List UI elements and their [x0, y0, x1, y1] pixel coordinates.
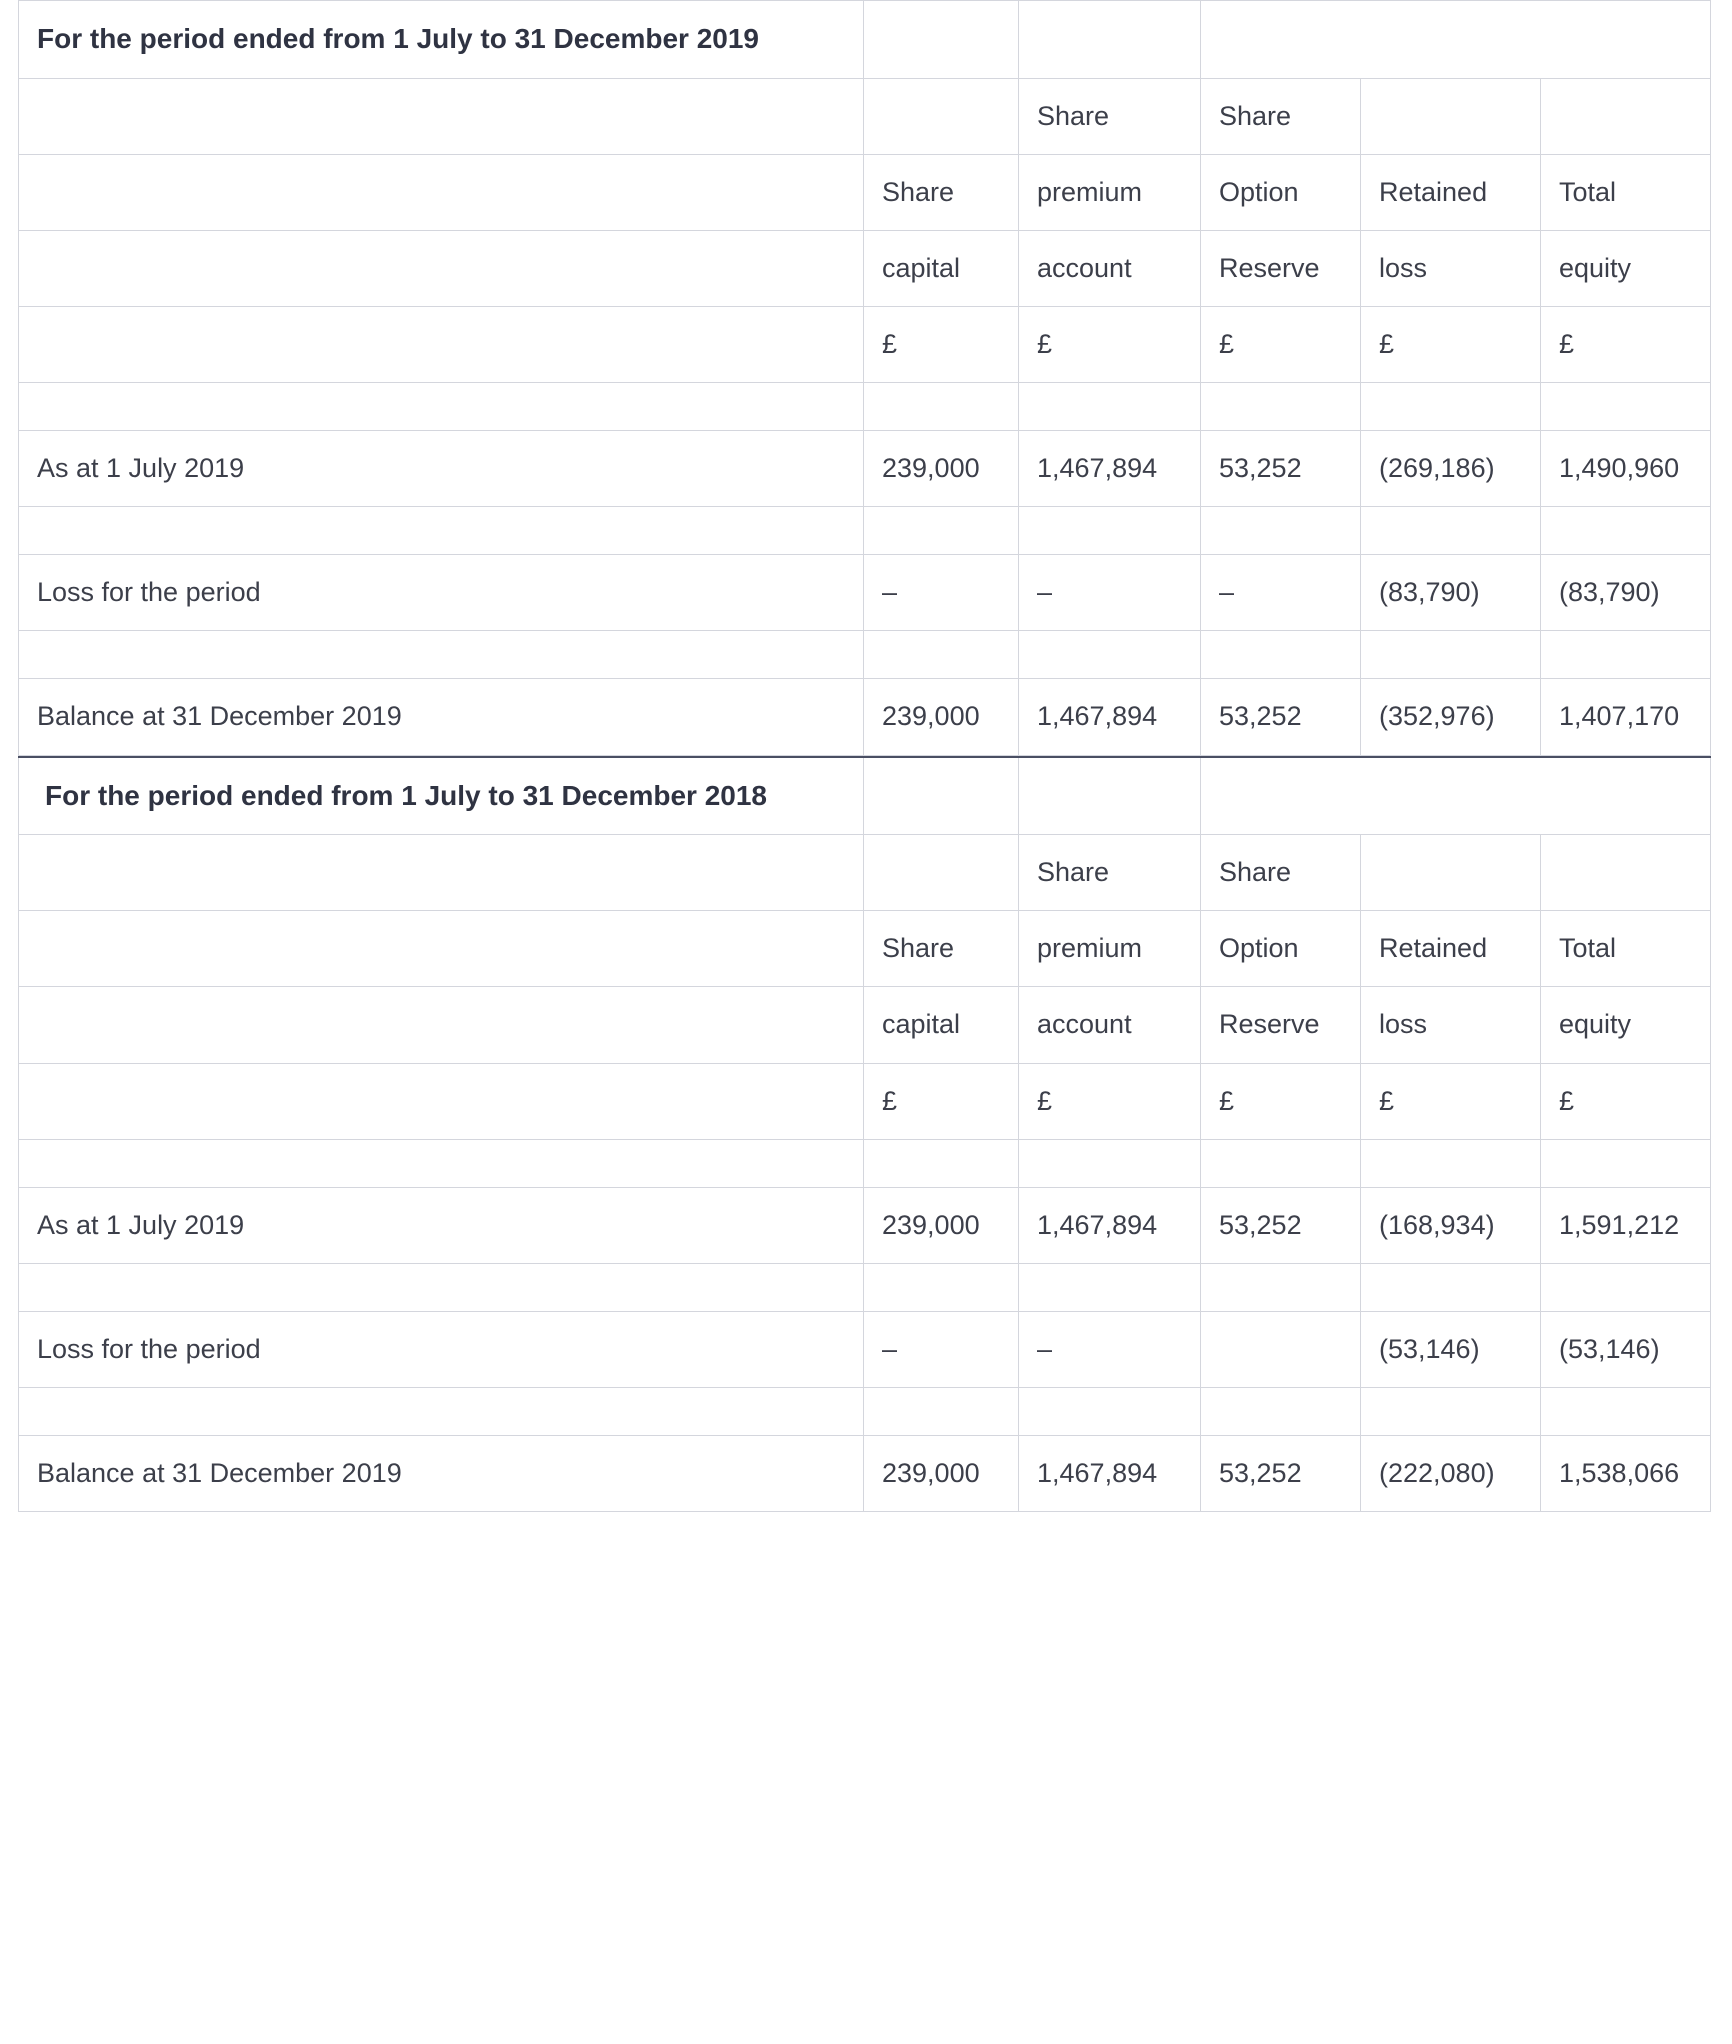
header-cell	[19, 835, 864, 911]
header-cell	[19, 230, 864, 306]
row-value	[1361, 1139, 1541, 1187]
row-value	[864, 507, 1019, 555]
currency-cell	[19, 1063, 864, 1139]
row-value: 1,538,066	[1541, 1436, 1711, 1512]
table-row	[19, 383, 1711, 431]
section-title-row	[19, 757, 1711, 835]
row-value: 239,000	[864, 1436, 1019, 1512]
table-row	[19, 1311, 1711, 1387]
currency-cell: £	[1541, 307, 1711, 383]
row-value	[864, 383, 1019, 431]
row-value	[1201, 631, 1361, 679]
row-value	[1019, 631, 1201, 679]
row-label	[19, 1388, 864, 1436]
row-label: As at 1 July 2019	[19, 431, 864, 507]
header-cell: account	[1019, 230, 1201, 306]
row-value: 1,467,894	[1019, 1436, 1201, 1512]
row-value: 1,467,894	[1019, 1187, 1201, 1263]
row-value: 1,467,894	[1019, 679, 1201, 755]
row-value	[1361, 507, 1541, 555]
row-label: Loss for the period	[19, 1311, 864, 1387]
row-value	[1201, 1311, 1361, 1387]
row-value	[1541, 1263, 1711, 1311]
row-value	[1201, 1388, 1361, 1436]
row-value	[1019, 383, 1201, 431]
header-row	[19, 911, 1711, 987]
header-cell: equity	[1541, 987, 1711, 1063]
currency-row	[19, 307, 1711, 383]
header-cell: Retained	[1361, 911, 1541, 987]
row-value	[1019, 1388, 1201, 1436]
row-value: (352,976)	[1361, 679, 1541, 755]
table-row	[19, 431, 1711, 507]
table-row-total	[19, 1436, 1711, 1512]
row-value: 1,591,212	[1541, 1187, 1711, 1263]
row-label	[19, 1139, 864, 1187]
title-spacer-cell-1	[864, 1, 1019, 79]
row-value: 239,000	[864, 1187, 1019, 1263]
header-cell: Option	[1201, 154, 1361, 230]
section-title: For the period ended from 1 July to 31 December 2019	[19, 1, 864, 79]
header-cell: Share	[1201, 78, 1361, 154]
table-row-total	[19, 679, 1711, 755]
row-label	[19, 631, 864, 679]
row-label: Balance at 31 December 2019	[19, 679, 864, 755]
row-label	[19, 1263, 864, 1311]
table-row	[19, 1388, 1711, 1436]
header-cell: Share	[864, 911, 1019, 987]
row-label: As at 1 July 2019	[19, 1187, 864, 1263]
row-value: –	[1201, 555, 1361, 631]
row-value	[864, 1263, 1019, 1311]
header-cell: premium	[1019, 911, 1201, 987]
row-value	[864, 1139, 1019, 1187]
header-cell	[1541, 835, 1711, 911]
section-title-row	[19, 1, 1711, 79]
row-value: (83,790)	[1541, 555, 1711, 631]
equity-table-2018	[18, 756, 1711, 1513]
currency-cell: £	[1201, 1063, 1361, 1139]
row-value	[864, 1388, 1019, 1436]
table-row	[19, 1187, 1711, 1263]
row-value	[864, 631, 1019, 679]
row-label: Balance at 31 December 2019	[19, 1436, 864, 1512]
row-value	[1361, 1263, 1541, 1311]
row-value	[1201, 1139, 1361, 1187]
header-cell: Share	[1019, 835, 1201, 911]
table-row	[19, 507, 1711, 555]
header-cell: Option	[1201, 911, 1361, 987]
row-value	[1361, 383, 1541, 431]
equity-table-2019	[18, 0, 1711, 756]
header-row	[19, 835, 1711, 911]
currency-cell: £	[1361, 1063, 1541, 1139]
header-row	[19, 154, 1711, 230]
row-value: –	[864, 555, 1019, 631]
row-value: 1,407,170	[1541, 679, 1711, 755]
header-cell	[19, 78, 864, 154]
row-value: (83,790)	[1361, 555, 1541, 631]
row-value	[1201, 1263, 1361, 1311]
header-cell	[1361, 78, 1541, 154]
row-value	[1541, 1139, 1711, 1187]
section-title: For the period ended from 1 July to 31 December 2018	[19, 757, 864, 835]
header-cell: Share	[1201, 835, 1361, 911]
row-label	[19, 383, 864, 431]
row-label: Loss for the period	[19, 555, 864, 631]
row-value	[1019, 1139, 1201, 1187]
header-cell: capital	[864, 230, 1019, 306]
currency-cell: £	[864, 1063, 1019, 1139]
row-value: (53,146)	[1541, 1311, 1711, 1387]
header-row	[19, 987, 1711, 1063]
row-value: 1,467,894	[1019, 431, 1201, 507]
row-value: (222,080)	[1361, 1436, 1541, 1512]
header-cell: capital	[864, 987, 1019, 1063]
title-spacer-cell-2	[1019, 757, 1201, 835]
row-value: –	[1019, 1311, 1201, 1387]
header-cell: premium	[1019, 154, 1201, 230]
row-value: 53,252	[1201, 1187, 1361, 1263]
table-row	[19, 1139, 1711, 1187]
table-row	[19, 631, 1711, 679]
currency-cell: £	[1019, 307, 1201, 383]
row-value: (269,186)	[1361, 431, 1541, 507]
header-cell	[864, 835, 1019, 911]
row-value	[1361, 631, 1541, 679]
row-value: 53,252	[1201, 679, 1361, 755]
header-cell: Share	[1019, 78, 1201, 154]
header-cell: Share	[864, 154, 1019, 230]
title-spacer-cell-1	[864, 757, 1019, 835]
row-value	[1541, 383, 1711, 431]
row-value: 239,000	[864, 679, 1019, 755]
currency-cell	[19, 307, 864, 383]
row-value	[1541, 507, 1711, 555]
row-value: (168,934)	[1361, 1187, 1541, 1263]
header-cell	[1361, 835, 1541, 911]
row-value	[1019, 1263, 1201, 1311]
header-row	[19, 230, 1711, 306]
header-row	[19, 78, 1711, 154]
header-cell: loss	[1361, 230, 1541, 306]
header-cell: loss	[1361, 987, 1541, 1063]
header-cell	[19, 987, 864, 1063]
currency-cell: £	[1201, 307, 1361, 383]
header-cell: equity	[1541, 230, 1711, 306]
title-spacer-cell-2	[1019, 1, 1201, 79]
row-value	[1019, 507, 1201, 555]
row-value: (53,146)	[1361, 1311, 1541, 1387]
currency-row	[19, 1063, 1711, 1139]
table-row	[19, 555, 1711, 631]
currency-cell: £	[1361, 307, 1541, 383]
title-open-area	[1201, 757, 1711, 835]
row-value	[1361, 1388, 1541, 1436]
currency-cell: £	[1541, 1063, 1711, 1139]
header-cell: Total	[1541, 911, 1711, 987]
header-cell: account	[1019, 987, 1201, 1063]
row-value	[1541, 1388, 1711, 1436]
header-cell: Retained	[1361, 154, 1541, 230]
row-value	[1541, 631, 1711, 679]
header-cell: Total	[1541, 154, 1711, 230]
currency-cell: £	[864, 307, 1019, 383]
title-open-area	[1201, 1, 1711, 79]
row-value	[1201, 507, 1361, 555]
row-label	[19, 507, 864, 555]
header-cell	[19, 911, 864, 987]
currency-cell: £	[1019, 1063, 1201, 1139]
header-cell	[1541, 78, 1711, 154]
row-value: 53,252	[1201, 1436, 1361, 1512]
header-cell: Reserve	[1201, 987, 1361, 1063]
row-value: 239,000	[864, 431, 1019, 507]
header-cell	[19, 154, 864, 230]
table-row	[19, 1263, 1711, 1311]
row-value: 1,490,960	[1541, 431, 1711, 507]
row-value: –	[1019, 555, 1201, 631]
header-cell	[864, 78, 1019, 154]
row-value: –	[864, 1311, 1019, 1387]
row-value: 53,252	[1201, 431, 1361, 507]
row-value	[1201, 383, 1361, 431]
header-cell: Reserve	[1201, 230, 1361, 306]
